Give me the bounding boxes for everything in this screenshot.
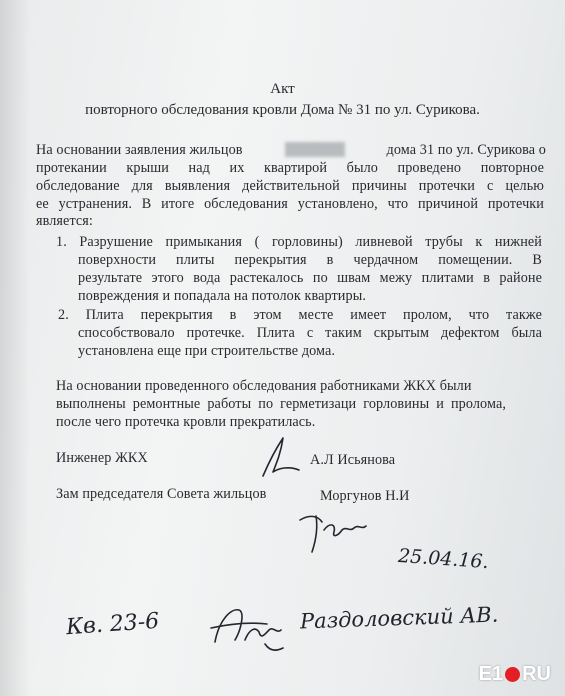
item1-line-2: поверхности плиты перекрытия в чердачном помещении. В [78,252,542,268]
intro-line-2: протекании крыши над их квартирой было проведено повторное [36,160,544,176]
intro-text-post: дома 31 по ул. Сурикова о [386,142,546,158]
engineer-signature [255,432,305,482]
deputy-title: Зам председателя Совета жильцов [56,486,267,502]
item2-line-1: 2. Плита перекрытия в этом месте имеет пролом, что также [58,307,542,323]
conclusion-line-2: выполнены ремонтные работы по герметизаци горловины и пролома, [56,396,506,412]
item1-line-1: 1. Разрушение примыкания ( горловины) ливневой трубы к нижней [56,234,542,250]
item2-line-3: установлена еще при строительстве дома. [78,343,336,359]
e1-logo-watermark [479,663,551,686]
handwritten-date: 25.04.16. [397,544,490,574]
intro-line-4: ее устранения. В итоге обследования установлено, что причиной протечки [36,196,544,212]
engineer-name: А.Л Исьянова [310,452,396,468]
intro-text-pre: На основании заявления жильцов [36,142,243,158]
conclusion-line-1: На основании проведенного обследования работниками ЖКХ были [56,378,472,394]
intro-line-3: обследование для выявления действительной причины протечки с целью [36,178,544,194]
deputy-signature [296,508,376,558]
logo-part-2: RU [522,663,551,685]
logo-dot-icon [505,667,520,682]
engineer-title: Инженер ЖКХ [56,450,148,466]
redacted-name [285,142,345,157]
doc-title: Акт [270,81,295,97]
handwritten-apartment: Кв. 23-6 [65,608,161,641]
intro-line-1 [36,142,546,159]
item1-line-4: повреждения и попадала на потолок квартиры. [78,288,366,304]
logo-part-1: E1 [478,663,504,685]
intro-line-5: является: [36,213,93,229]
item2-line-2: способствовало протечке. Плита с таким скрытым дефектом была [78,325,542,341]
resident-signature [205,600,295,660]
conclusion-line-3: после чего протечка кровли прекратилась. [56,414,316,430]
handwritten-resident-name: Раздоловский АВ. [299,602,499,634]
item1-line-3: результате этого вода растекалось по швам межу плитами в районе [78,270,542,286]
doc-subtitle: повторного обследования кровли Дома № 31 по ул. Сурикова. [85,102,480,118]
deputy-name: Моргунов Н.И [320,488,410,504]
